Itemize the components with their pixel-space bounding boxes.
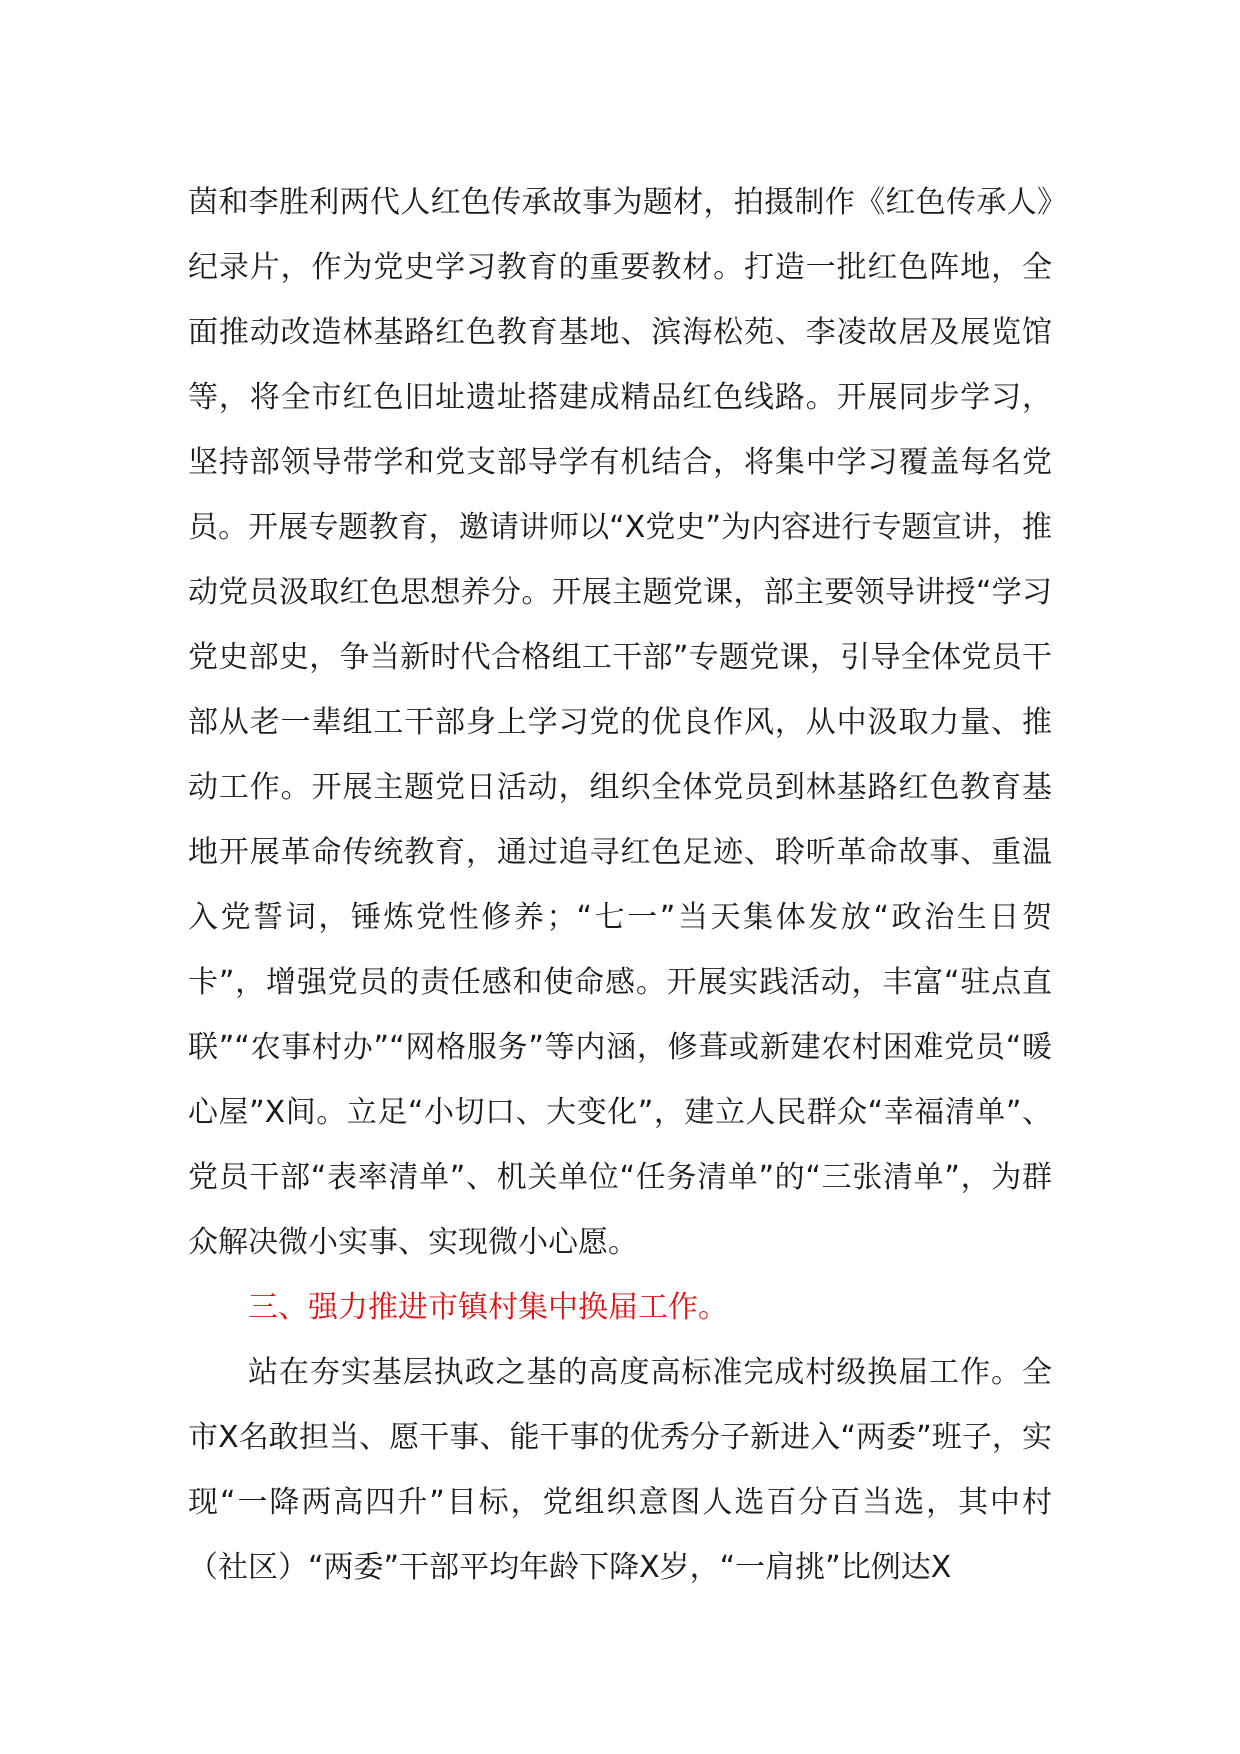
section-heading-3: 三、强力推进市镇村集中换届工作。	[248, 1290, 728, 1325]
body-paragraph-2: 站在夯实基层执政之基的高度高标准完成村级换届工作。全市X名敢担当、愿干事、能干事的优秀分子新进入“两委”班子，实现“一降两高四升”目标，党组织意图人选百分百当选，其中村（社区）“两委”干部平均年龄下降X岁，“一肩挑”比例达X	[188, 1355, 1052, 1585]
body-paragraph-1: 茵和李胜利两代人红色传承故事为题材，拍摄制作《红色传承人》纪录片，作为党史学习教育的重要教材。打造一批红色阵地，全面推动改造林基路红色教育基地、滨海松苑、李凌故居及展览馆等，将全市红色旧址遗址搭建成精品红色线路。开展同步学习，坚持部领导带学和党支部导学有机结合，将集中学习覆盖每名党员。开展专题教育，邀请讲师以“X党史”为内容进行专题宣讲，推动党员汲取红色思想养分。开展主题党课，部主要领导讲授“学习党史部史，争当新时代合格组工干部”专题党课，引导全体党员干部从老一辈组工干部身上学习党的优良作风，从中汲取力量、推动工作。开展主题党日活动，组织全体党员到林基路红色教育基地开展革命传统教育，通过追寻红色足迹、聆听革命故事、重温入党誓词，锤炼党性修养；“七一”当天集体发放“政治生日贺卡”，增强党员的责任感和使命感。开展实践活动，丰富“驻点直联”“农事村办”“网格服务”等内涵，修葺或新建农村困难党员“暖心屋”X间。立足“小切口、大变化”，建立人民群众“幸福清单”、党员干部“表率清单”、机关单位“任务清单”的“三张清单”，为群众解决微小实事、实现微小心愿。	[188, 185, 1052, 1260]
document-page	[188, 170, 1052, 1600]
